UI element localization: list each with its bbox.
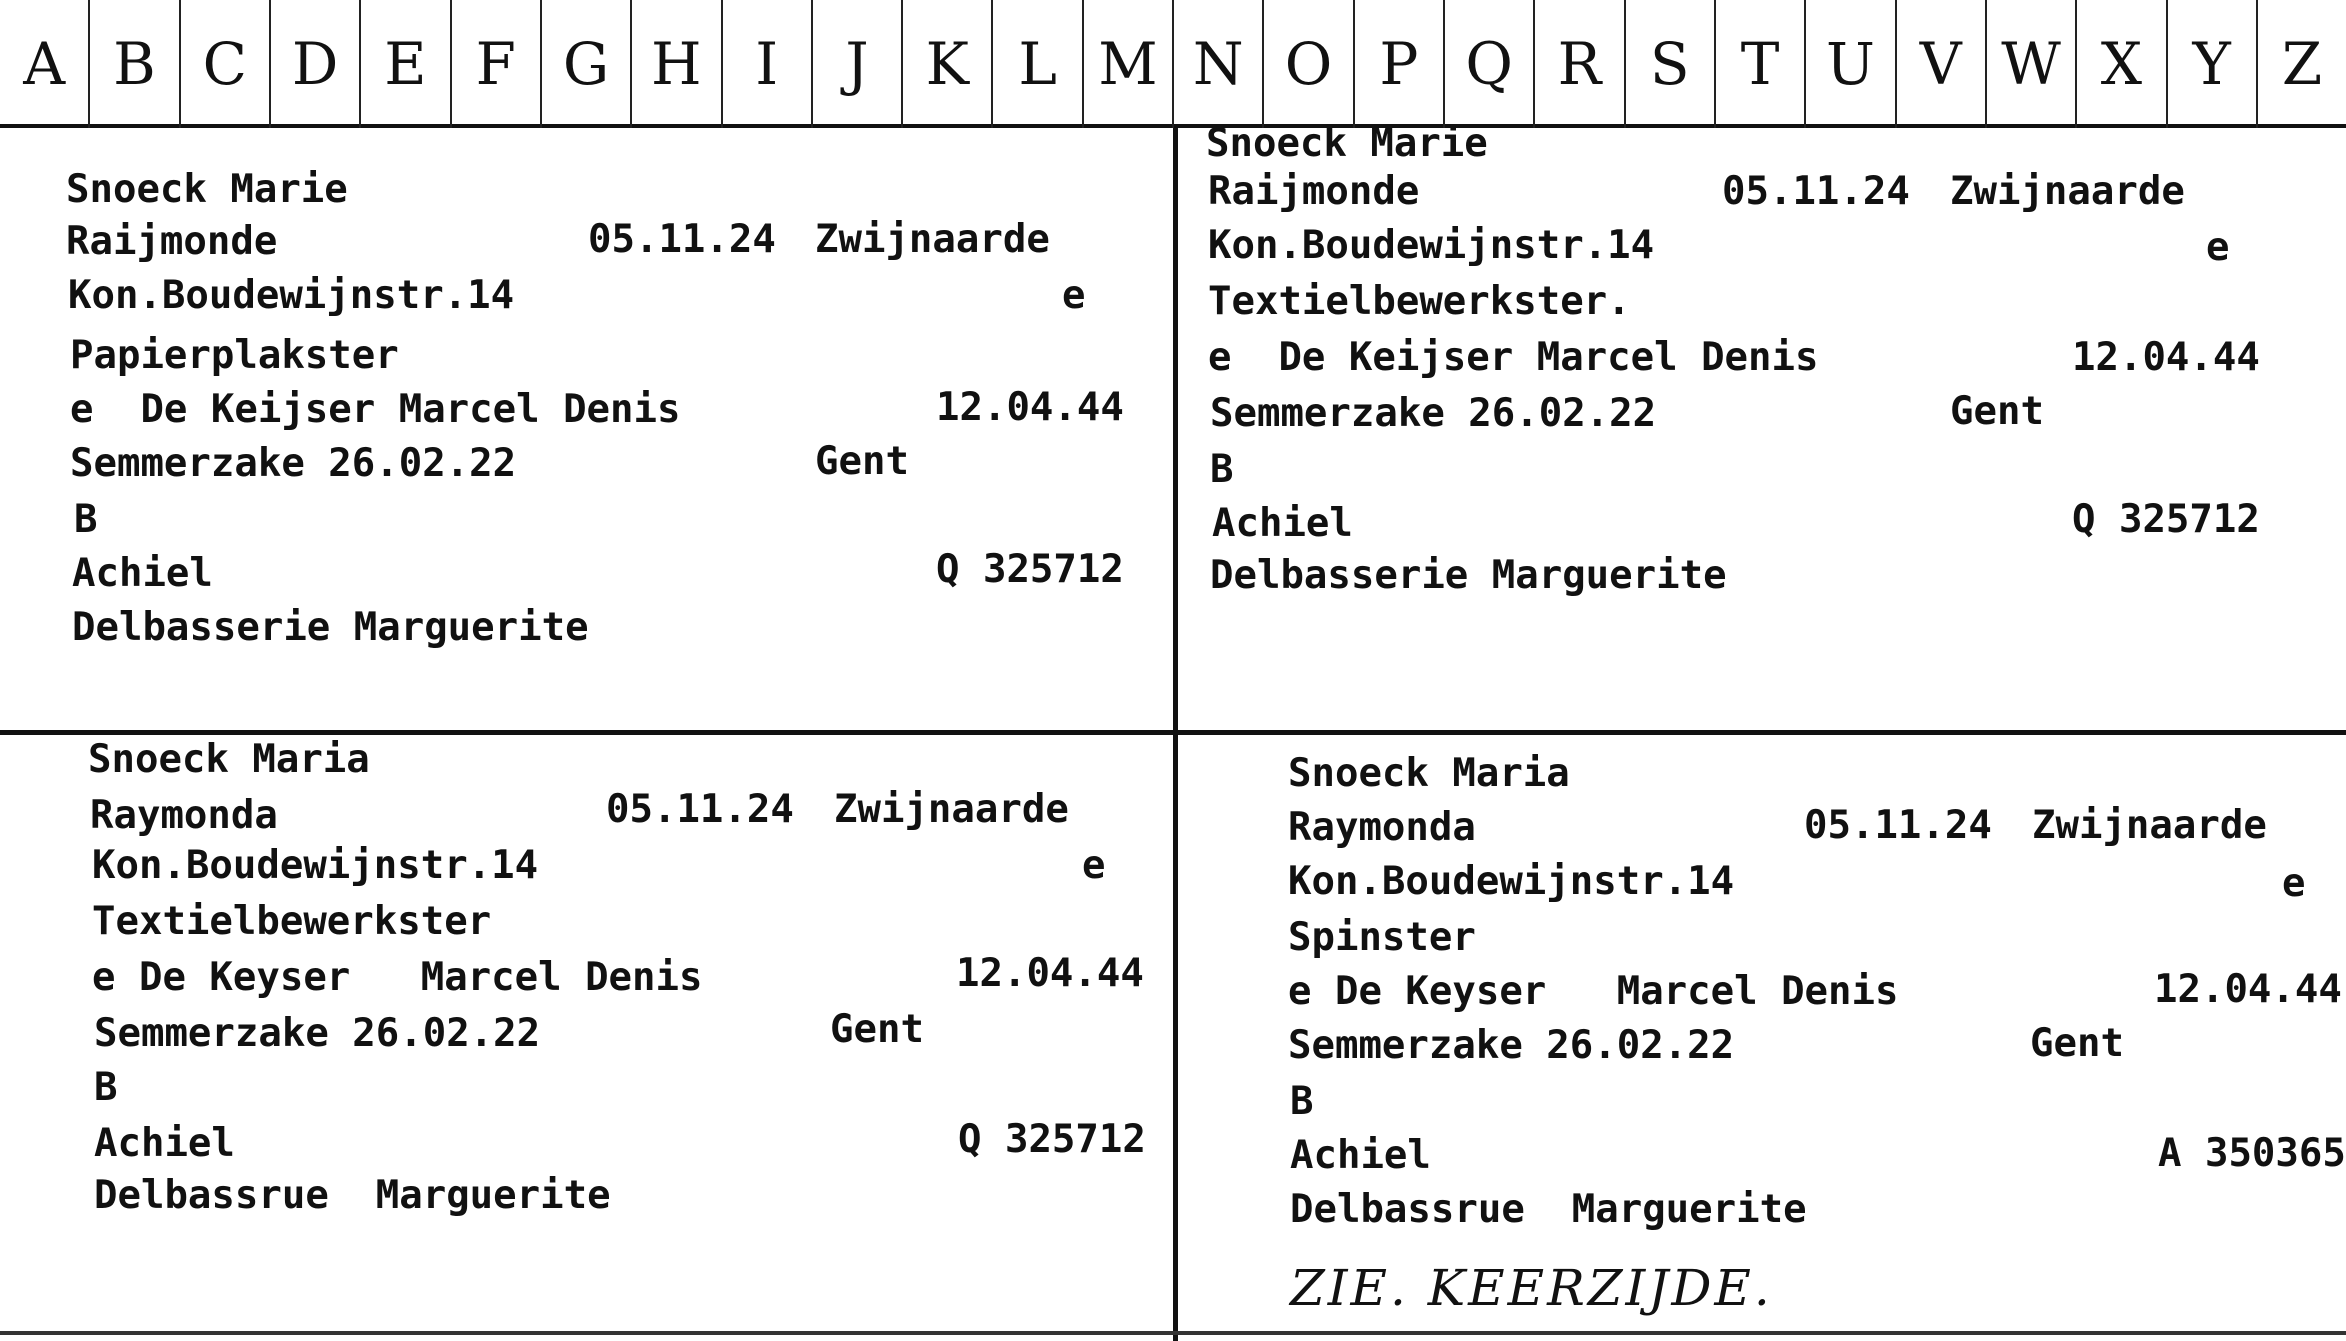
card-surname: Snoeck Maria <box>88 737 370 782</box>
index-letter: K <box>903 0 993 128</box>
index-letter: T <box>1716 0 1806 128</box>
card-mark: e <box>2206 225 2230 270</box>
card-occupation: Spinster <box>1288 915 1476 960</box>
card-address: Kon.Boudewijnstr.14 <box>92 843 539 888</box>
card-mother: Delbassrue Marguerite <box>94 1173 611 1218</box>
card-number: Q 325712 <box>2072 497 2260 542</box>
card-marriage-date: 12.04.44 <box>2072 335 2260 380</box>
card-given-name: Raymonda <box>1288 805 1476 850</box>
index-letter: R <box>1535 0 1625 128</box>
index-letter: I <box>723 0 813 128</box>
card-given-name: Raymonda <box>90 793 278 838</box>
index-letter: J <box>813 0 903 128</box>
index-letter: O <box>1264 0 1354 128</box>
card-spouse-place: Gent <box>830 1007 924 1052</box>
card-address: Kon.Boudewijnstr.14 <box>68 273 515 318</box>
card-birth-date: 05.11.24 <box>588 217 776 262</box>
card-spouse: e De Keyser Marcel Denis <box>92 955 703 1000</box>
card-code: B <box>74 497 98 542</box>
card-handwritten-note: ZIE. KEERZIJDE. <box>1290 1259 1773 1317</box>
card-spouse-place: Gent <box>1950 389 2044 434</box>
card-code: B <box>1210 447 1234 492</box>
index-letter: V <box>1897 0 1987 128</box>
card-spouse-birth: Semmerzake 26.02.22 <box>70 441 517 486</box>
index-letter: M <box>1084 0 1174 128</box>
card-marriage-date: 12.04.44 <box>956 951 1144 996</box>
bottom-divider <box>0 1331 2346 1335</box>
card-address: Kon.Boudewijnstr.14 <box>1288 859 1735 904</box>
card-spouse-place: Gent <box>2030 1021 2124 1066</box>
index-letter: N <box>1174 0 1264 128</box>
index-letter: B <box>90 0 180 128</box>
card-marriage-date: 12.04.44 <box>2154 967 2342 1012</box>
index-letter: A <box>0 0 90 128</box>
card-father: Achiel <box>1212 501 1353 546</box>
index-letter: Y <box>2168 0 2258 128</box>
card-birth-place: Zwijnaarde <box>2032 803 2267 848</box>
card-number: Q 325712 <box>958 1117 1146 1162</box>
card-father: Achiel <box>94 1121 235 1166</box>
card-given-name: Raijmonde <box>66 219 278 264</box>
index-letter: C <box>181 0 271 128</box>
index-letter: X <box>2077 0 2167 128</box>
card-surname: Snoeck Maria <box>1288 751 1570 796</box>
card-spouse-place: Gent <box>815 439 909 484</box>
card-code: B <box>94 1065 118 1110</box>
card-code: B <box>1290 1079 1314 1124</box>
card-surname: Snoeck Marie <box>1206 121 1488 166</box>
card-marriage-date: 12.04.44 <box>936 385 1124 430</box>
card-father: Achiel <box>1290 1133 1431 1178</box>
card-mother: Delbasserie Marguerite <box>1210 553 1727 598</box>
index-letter: S <box>1626 0 1716 128</box>
card-spouse-birth: Semmerzake 26.02.22 <box>1288 1023 1735 1068</box>
card-birth-place: Zwijnaarde <box>815 217 1050 262</box>
card-spouse-birth: Semmerzake 26.02.22 <box>1210 391 1657 436</box>
index-letter: W <box>1987 0 2077 128</box>
card-mark: e <box>1082 843 1106 888</box>
card-birth-date: 05.11.24 <box>1722 169 1910 214</box>
card-occupation: Papierplakster <box>70 333 399 378</box>
card-number: Q 325712 <box>936 547 1124 592</box>
index-letter: D <box>271 0 361 128</box>
index-letter: H <box>632 0 722 128</box>
card-spouse: e De Keyser Marcel Denis <box>1288 969 1899 1014</box>
card-birth-date: 05.11.24 <box>1804 803 1992 848</box>
index-letter: G <box>542 0 632 128</box>
card-father: Achiel <box>72 551 213 596</box>
card-mother: Delbassrue Marguerite <box>1290 1187 1807 1232</box>
card-birth-place: Zwijnaarde <box>834 787 1069 832</box>
card-mark: e <box>2282 861 2306 906</box>
index-letter: Q <box>1445 0 1535 128</box>
index-letter: F <box>452 0 542 128</box>
card-birth-place: Zwijnaarde <box>1950 169 2185 214</box>
card-address: Kon.Boudewijnstr.14 <box>1208 223 1655 268</box>
card-spouse: e De Keijser Marcel Denis <box>1208 335 1819 380</box>
card-number: A 350365 <box>2158 1131 2346 1176</box>
index-letter: P <box>1355 0 1445 128</box>
index-letter: E <box>361 0 451 128</box>
card-mother: Delbasserie Marguerite <box>72 605 589 650</box>
card-surname: Snoeck Marie <box>66 167 348 212</box>
index-letter: L <box>993 0 1083 128</box>
card-spouse: e De Keijser Marcel Denis <box>70 387 681 432</box>
card-birth-date: 05.11.24 <box>606 787 794 832</box>
card-occupation: Textielbewerkster. <box>1208 279 1631 324</box>
card-spouse-birth: Semmerzake 26.02.22 <box>94 1011 541 1056</box>
card-mark: e <box>1062 273 1086 318</box>
card-given-name: Raijmonde <box>1208 169 1420 214</box>
card-occupation: Textielbewerkster <box>92 899 492 944</box>
index-letter: U <box>1806 0 1896 128</box>
index-letter: Z <box>2281 30 2323 98</box>
